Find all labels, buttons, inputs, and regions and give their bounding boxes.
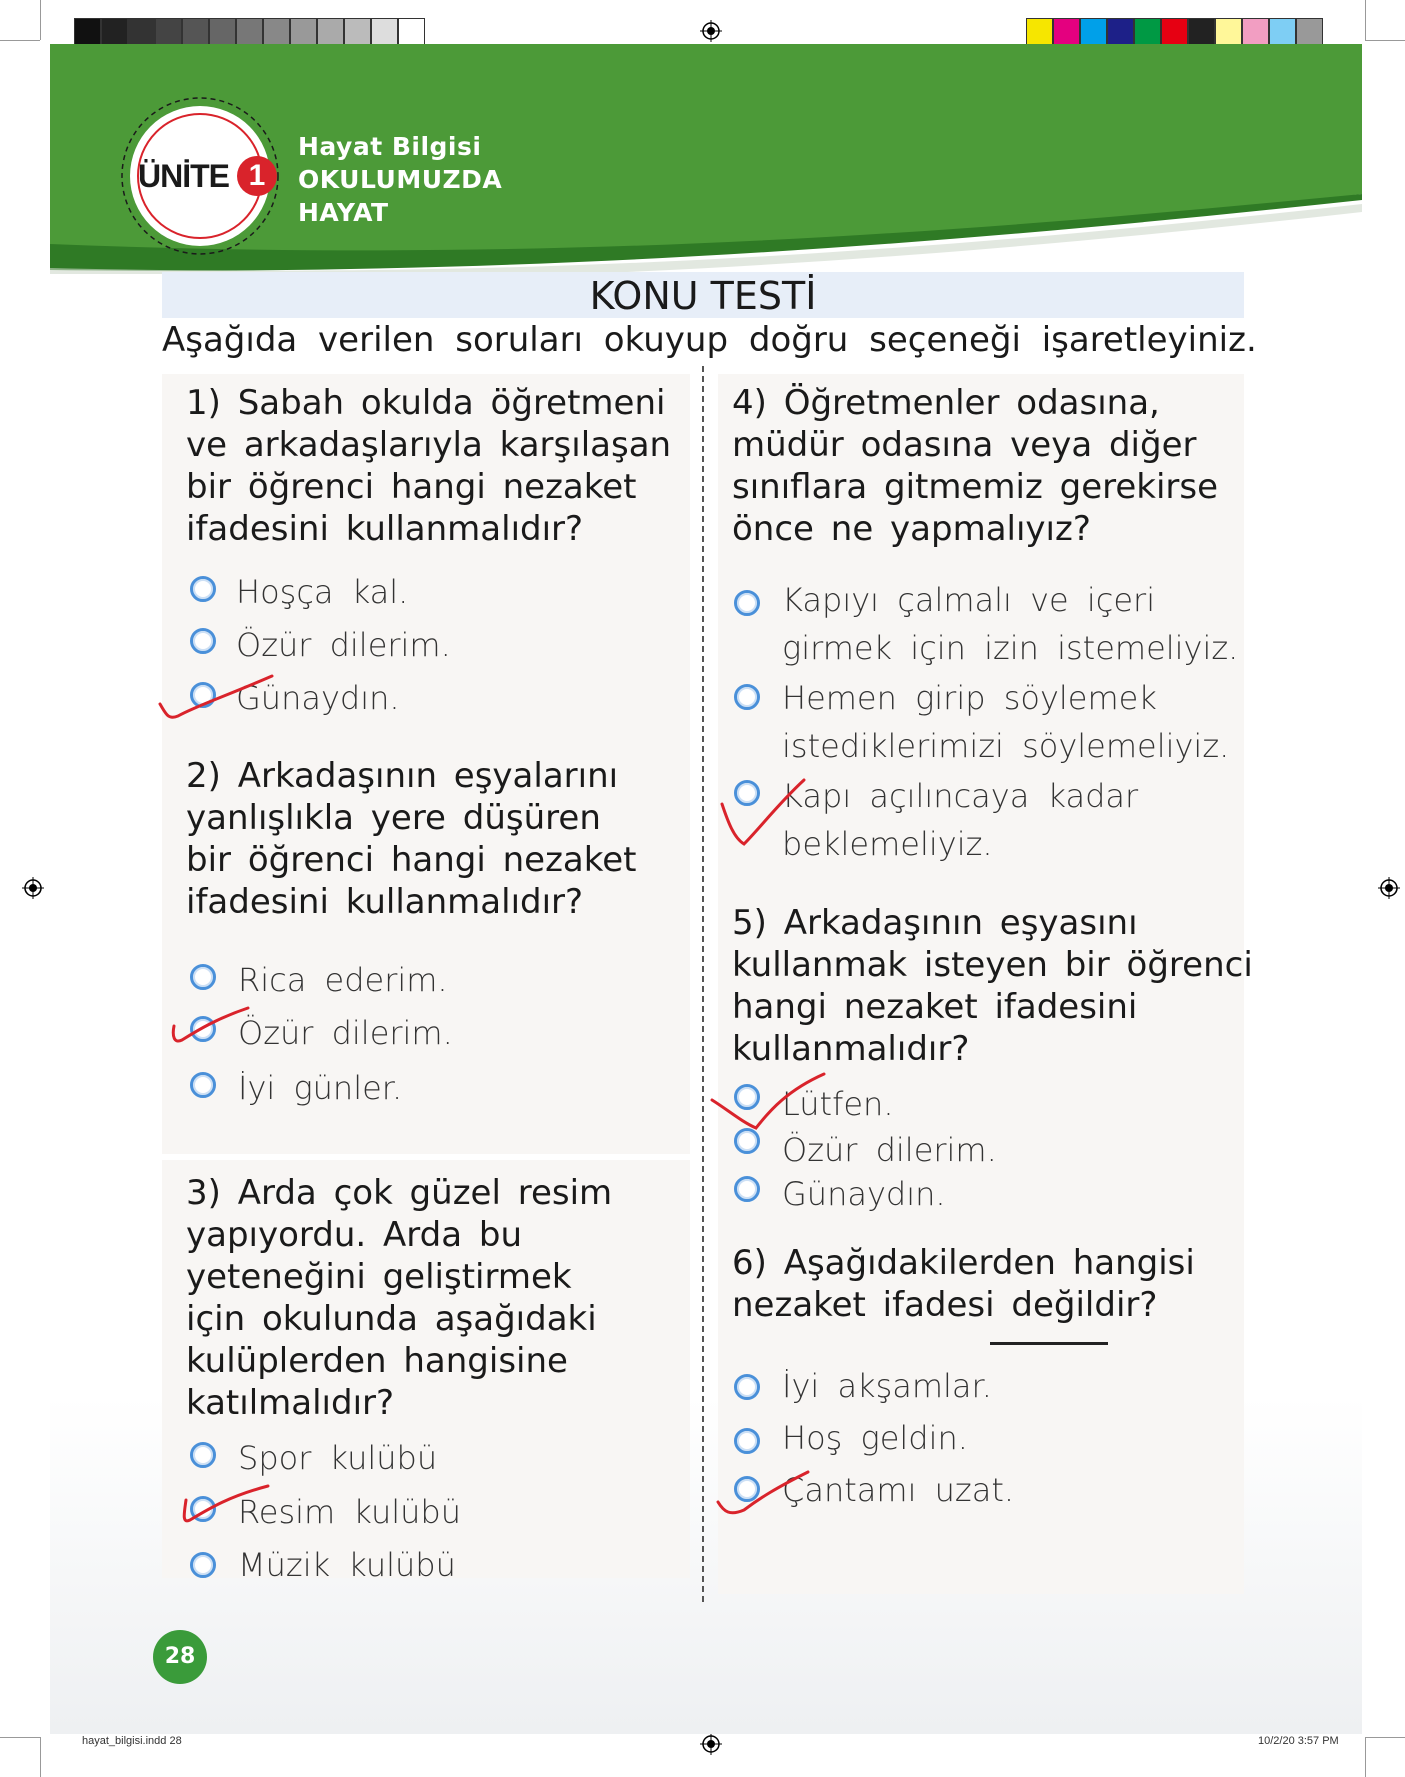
option-2b: Özür dilerim.	[238, 1014, 453, 1052]
registration-mark-icon	[1378, 877, 1400, 899]
page-number: 28	[153, 1630, 207, 1684]
option-1b-radio[interactable]	[190, 628, 216, 654]
gray-color-bar	[74, 18, 425, 46]
theme-line-2: HAYAT	[298, 198, 389, 227]
emphasis-underline	[990, 1342, 1108, 1345]
option-1b: Özür dilerim.	[236, 626, 451, 664]
question-6-emphasis: değildir?	[1011, 1285, 1158, 1325]
column-divider	[702, 366, 704, 1602]
crop-mark	[40, 1737, 41, 1777]
crop-mark	[40, 0, 41, 40]
question-6	[732, 1242, 1195, 1326]
crop-mark	[1365, 1737, 1405, 1738]
option-4b-radio[interactable]	[734, 684, 760, 710]
question-6-text: 6) Aşağıdakilerden hangisi nezaket ifadesi	[732, 1243, 1195, 1325]
option-6a: İyi akşamlar.	[782, 1367, 992, 1405]
option-6b-radio[interactable]	[734, 1428, 760, 1454]
option-6b: Hoş geldin.	[782, 1419, 968, 1457]
check-mark-icon	[720, 776, 840, 856]
option-4b: Hemen girip söylemek istediklerimizi söylemeliyiz.	[782, 679, 1230, 765]
question-5: 5) Arkadaşının eşyasını kullanmak isteyen bir öğrenci hangi nezaket ifadesini kullanmalıdır?	[732, 903, 1253, 1069]
option-4c: Kapı açılıncaya kadar beklemeliyiz.	[782, 777, 1139, 863]
option-6c: Çantamı uzat.	[782, 1471, 1015, 1509]
check-mark-icon	[716, 1462, 836, 1542]
option-5a: Lütfen.	[782, 1085, 894, 1123]
option-3b: Resim kulübü	[238, 1493, 461, 1531]
subject-name: Hayat Bilgisi	[298, 132, 482, 161]
registration-mark-icon	[700, 1733, 722, 1755]
option-2a: Rica ederim.	[238, 961, 448, 999]
crop-mark	[0, 40, 40, 41]
test-instruction: Aşağıda verilen soruları okuyup doğru seçeneği işaretleyiniz.	[162, 320, 1257, 360]
option-5b: Özür dilerim.	[782, 1131, 997, 1169]
check-mark-icon	[168, 1000, 288, 1080]
option-5c: Günaydın.	[782, 1175, 946, 1213]
option-3a: Spor kulübü	[238, 1439, 438, 1477]
question-2: 2) Arkadaşının eşyalarını yanlışlıkla yere düşüren bir öğrenci hangi nezaket ifadesini kullanmalıdır?	[186, 756, 637, 922]
file-name: hayat_bilgisi.indd 28	[82, 1735, 182, 1747]
check-mark-icon	[180, 1484, 300, 1564]
crop-mark	[1365, 1737, 1366, 1777]
check-mark-icon	[156, 664, 276, 744]
option-2c: İyi günler.	[238, 1069, 403, 1107]
option-4a-radio[interactable]	[734, 590, 760, 616]
option-5c-radio[interactable]	[734, 1176, 760, 1202]
print-timestamp: 10/2/20 3:57 PM	[1258, 1735, 1339, 1747]
question-1: 1) Sabah okulda öğretmeni ve arkadaşlarıyla karşılaşan bir öğrenci hangi nezaket ifadesini kullanmalıdır?	[186, 383, 672, 549]
registration-mark-icon	[700, 20, 722, 42]
check-mark-icon	[708, 1070, 828, 1150]
test-title: KONU TESTİ	[162, 272, 1244, 318]
unit-title	[298, 130, 502, 229]
option-1c: Günaydın.	[236, 679, 400, 717]
option-1a-radio[interactable]	[190, 576, 216, 602]
option-1a: Hoşça kal.	[236, 573, 409, 611]
option-6a-radio[interactable]	[734, 1374, 760, 1400]
option-4a: Kapıyı çalmalı ve içeri girmek için izin istemeliyiz.	[782, 581, 1239, 667]
crop-mark	[1365, 0, 1366, 40]
option-3a-radio[interactable]	[190, 1442, 216, 1468]
crop-mark	[1365, 40, 1405, 41]
option-2a-radio[interactable]	[190, 964, 216, 990]
option-3c: Müzik kulübü	[238, 1546, 456, 1584]
question-4: 4) Öğretmenler odasına, müdür odasına veya diğer sınıflara gitmemiz gerekirse önce ne yapmalıyız?	[732, 383, 1219, 549]
theme-line-1: OKULUMUZDA	[298, 165, 503, 194]
crop-mark	[0, 1737, 40, 1738]
registration-mark-icon	[22, 877, 44, 899]
unit-label: ÜNİTE	[138, 158, 229, 194]
question-3: 3) Arda çok güzel resim yapıyordu. Arda bu yeteneğini geliştirmek için okulunda aşağıdaki kulüplerden hangisine katılmalıdır?	[186, 1173, 613, 1423]
cmyk-color-bar	[1026, 18, 1323, 46]
unit-number: 1	[237, 156, 277, 196]
